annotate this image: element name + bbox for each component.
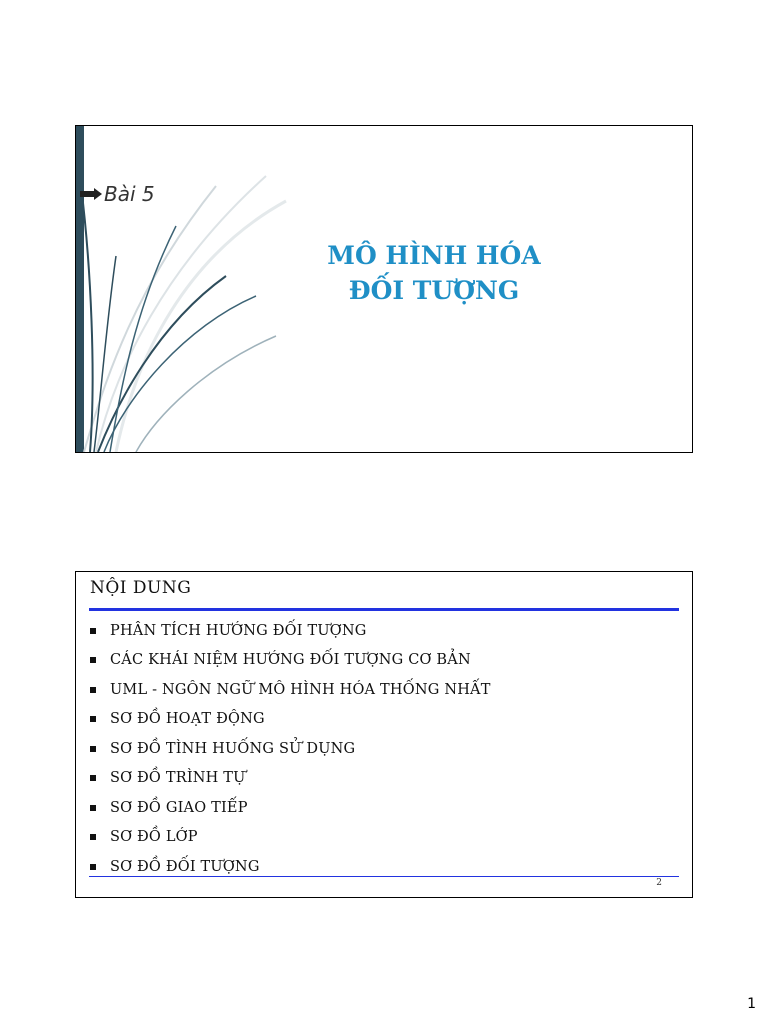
slide-title-line1: MÔ HÌNH HÓA	[327, 241, 541, 270]
list-item-text: SƠ ĐỒ GIAO TIẾP	[110, 799, 248, 816]
lesson-text: Bài 5	[104, 182, 155, 206]
square-bullet-icon	[90, 716, 96, 722]
list-item-text: PHÂN TÍCH HƯỚNG ĐỐI TƯỢNG	[110, 622, 367, 639]
list-item	[88, 764, 491, 794]
square-bullet-icon	[90, 628, 96, 634]
page-number: 1	[747, 996, 756, 1012]
list-item-text: SƠ ĐỒ LỚP	[110, 829, 198, 846]
slide-title	[226, 238, 642, 308]
contents-slide	[75, 571, 693, 898]
list-item	[88, 616, 491, 646]
list-item-text: SƠ ĐỒ HOẠT ĐỘNG	[110, 711, 265, 728]
list-item	[88, 705, 491, 735]
heading-divider	[89, 608, 679, 611]
square-bullet-icon	[90, 805, 96, 811]
list-item	[88, 675, 491, 705]
list-item	[88, 852, 491, 882]
arrow-bullet-icon	[80, 188, 102, 200]
list-item-text: UML - NGÔN NGỮ MÔ HÌNH HÓA THỐNG NHẤT	[110, 681, 491, 698]
list-item-text: SƠ ĐỒ TRÌNH TỰ	[110, 770, 246, 787]
list-item	[88, 793, 491, 823]
contents-list	[88, 616, 491, 882]
list-item-text: SƠ ĐỒ ĐỐI TƯỢNG	[110, 858, 260, 875]
list-item	[88, 823, 491, 853]
list-item-text: CÁC KHÁI NIỆM HƯỚNG ĐỐI TƯỢNG CƠ BẢN	[110, 652, 471, 669]
slide-number: 2	[656, 878, 662, 888]
slide-title-line2: ĐỐI TƯỢNG	[348, 276, 520, 305]
list-item	[88, 734, 491, 764]
square-bullet-icon	[90, 834, 96, 840]
lesson-label	[80, 182, 155, 206]
title-slide	[75, 125, 693, 453]
footer-divider	[89, 876, 679, 877]
square-bullet-icon	[90, 864, 96, 870]
square-bullet-icon	[90, 746, 96, 752]
list-item	[88, 646, 491, 676]
list-item-text: SƠ ĐỒ TÌNH HUỐNG SỬ DỤNG	[110, 740, 356, 757]
square-bullet-icon	[90, 657, 96, 663]
square-bullet-icon	[90, 687, 96, 693]
square-bullet-icon	[90, 775, 96, 781]
contents-heading: NỘI DUNG	[90, 578, 192, 598]
